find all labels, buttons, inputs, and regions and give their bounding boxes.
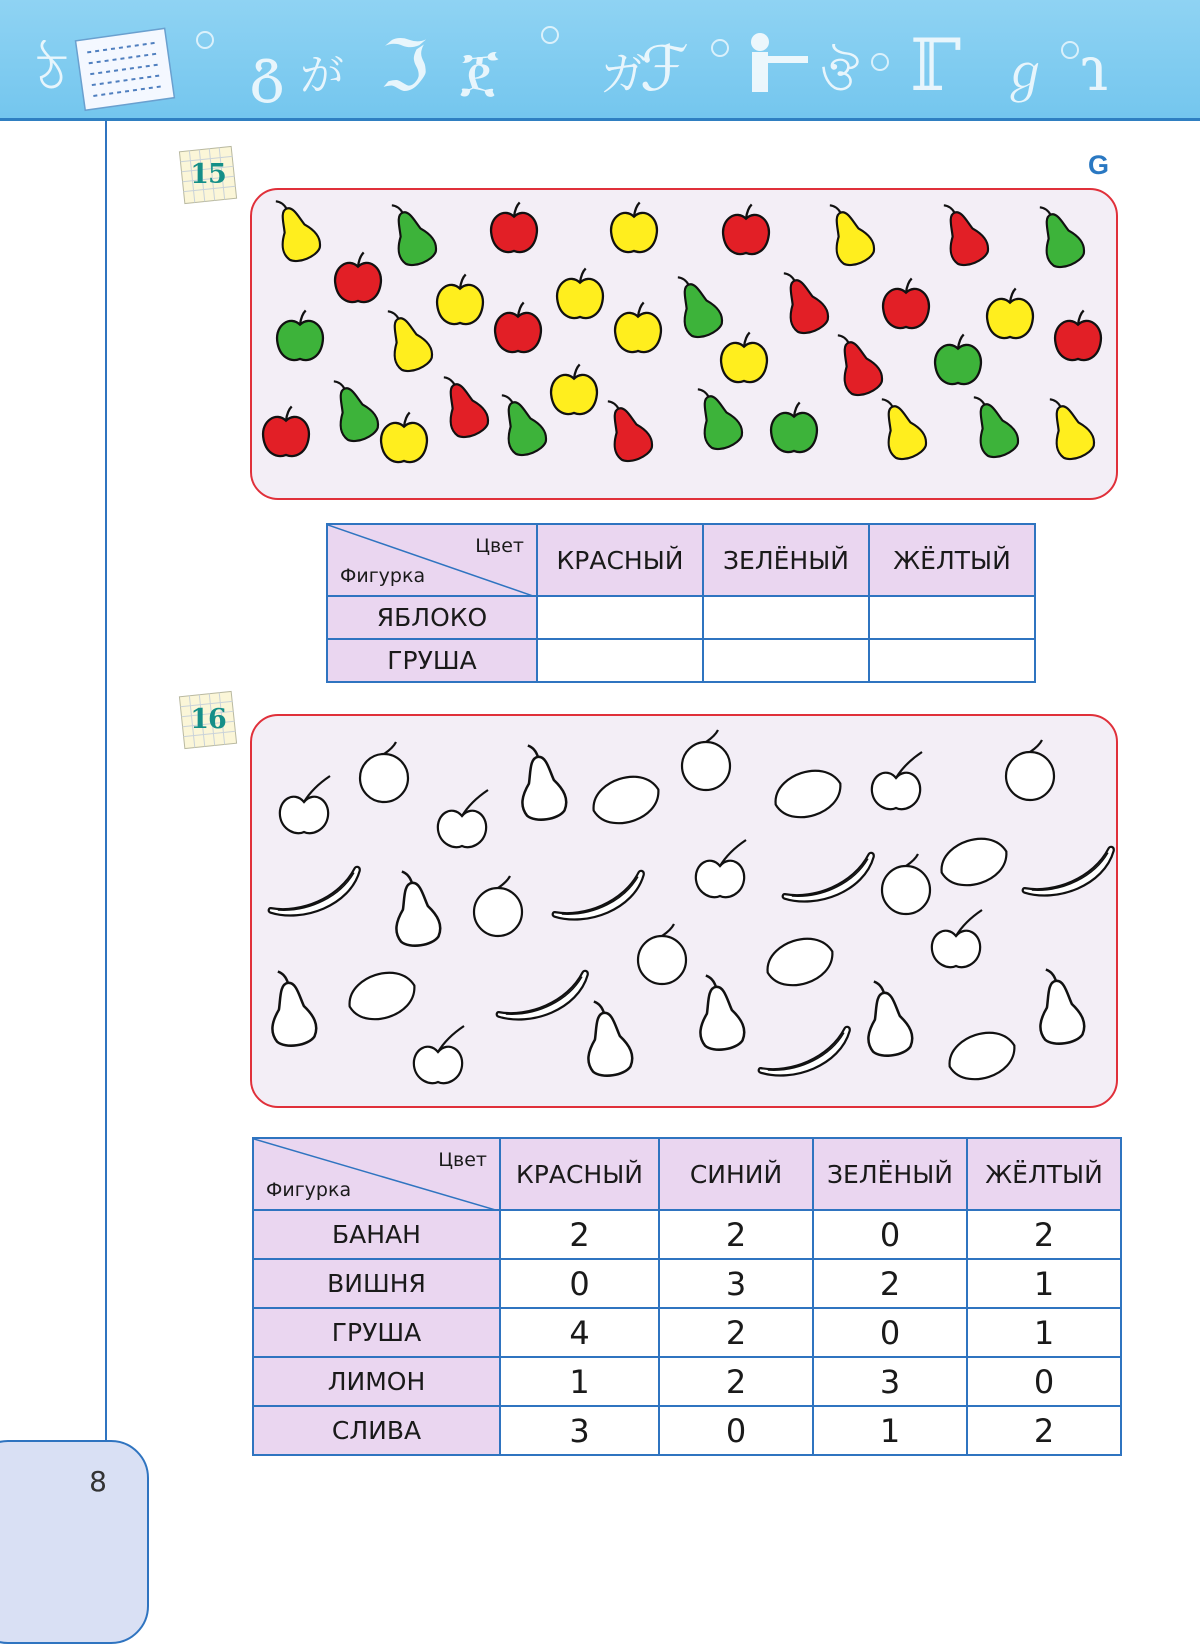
row-header: ГРУША	[253, 1308, 500, 1357]
count-cell: 2	[967, 1406, 1121, 1455]
count-cell: 2	[813, 1259, 967, 1308]
row-header: ГРУША	[327, 639, 537, 682]
corner-label-color: Цвет	[438, 1149, 487, 1171]
recycle-icon	[1062, 42, 1078, 58]
task16-table	[252, 1137, 1122, 1456]
margin-line	[105, 121, 107, 1600]
count-cell: 0	[813, 1210, 967, 1259]
table-row	[253, 1259, 1121, 1308]
table-row	[253, 1357, 1121, 1406]
pear-icon	[860, 977, 914, 1058]
count-cell: 2	[500, 1210, 659, 1259]
banana-icon	[492, 970, 596, 1029]
section-letter: G	[1088, 150, 1110, 180]
column-header: СИНИЙ	[659, 1138, 813, 1210]
banner-glyph: ℊ	[1000, 44, 1050, 102]
page-number: 8	[89, 1465, 107, 1498]
corner-label-color: Цвет	[475, 535, 524, 557]
apple-icon	[263, 406, 309, 456]
task-badge-15	[178, 145, 234, 201]
table-row	[253, 1308, 1121, 1357]
count-cell: 1	[813, 1406, 967, 1455]
plum-icon	[682, 730, 730, 790]
pear-icon	[667, 268, 726, 342]
banner-glyph: が	[300, 50, 344, 101]
column-header: КРАСНЫЙ	[537, 524, 703, 596]
answer-cell[interactable]	[537, 596, 703, 639]
cherry-icon	[438, 790, 488, 847]
cherry-icon	[696, 840, 746, 897]
lemon-icon	[935, 831, 1013, 894]
column-header: ЖЁЛТЫЙ	[967, 1138, 1121, 1210]
apple-icon	[381, 412, 427, 462]
task-badge-16	[178, 690, 234, 746]
lemon-icon	[343, 965, 421, 1028]
count-cell: 2	[659, 1357, 813, 1406]
pear-icon	[491, 386, 550, 460]
apple-icon	[721, 332, 767, 382]
table-corner-cell	[327, 524, 537, 596]
pear-icon	[377, 302, 436, 376]
recycle-icon	[872, 54, 888, 70]
banner-glyph: ঠ	[38, 43, 66, 103]
banana-icon	[754, 1026, 858, 1085]
apple-icon	[557, 268, 603, 318]
apple-icon	[437, 274, 483, 324]
lemon-icon	[943, 1025, 1021, 1088]
count-cell: 0	[659, 1406, 813, 1455]
banana-icon	[548, 870, 652, 929]
pear-icon	[388, 867, 442, 948]
lemon-icon	[587, 769, 665, 832]
answer-cell[interactable]	[703, 639, 869, 682]
outline-fruits-panel	[250, 714, 1118, 1108]
outline-fruits-illustration	[252, 716, 1120, 1110]
page-tab	[0, 1440, 149, 1644]
apple-icon	[495, 302, 541, 352]
count-cell: 3	[813, 1357, 967, 1406]
column-header: КРАСНЫЙ	[500, 1138, 659, 1210]
apple-icon	[987, 288, 1033, 338]
apple-icon	[771, 402, 817, 452]
row-header: ЯБЛОКО	[327, 596, 537, 639]
pear-icon	[1039, 390, 1098, 464]
plum-icon	[360, 742, 408, 802]
apple-icon	[277, 310, 323, 360]
banner-glyph: ℑ	[380, 25, 429, 107]
banner-glyph: ガ	[600, 47, 646, 101]
count-cell: 4	[500, 1308, 659, 1357]
pear-icon	[580, 997, 634, 1078]
banner-glyph: გ	[250, 36, 285, 104]
colored-fruits-illustration	[252, 190, 1120, 502]
apple-icon	[551, 364, 597, 414]
apple-icon	[883, 278, 929, 328]
pear-icon	[323, 372, 382, 446]
table-row	[253, 1210, 1121, 1259]
plum-icon	[1006, 740, 1054, 800]
count-cell: 1	[500, 1357, 659, 1406]
cherry-icon	[280, 776, 330, 833]
apple-icon	[935, 334, 981, 384]
pear-icon	[1029, 198, 1088, 272]
banner-glyph: ɿ	[1080, 32, 1109, 105]
column-header: ЗЕЛЁНЫЙ	[813, 1138, 967, 1210]
pear-icon	[819, 196, 878, 270]
apple-icon	[335, 252, 381, 302]
apple-icon	[723, 204, 769, 254]
count-cell: 2	[659, 1308, 813, 1357]
pear-icon	[827, 326, 886, 400]
corner-label-figure: Фигурка	[266, 1179, 352, 1201]
apple-icon	[611, 202, 657, 252]
count-cell: 3	[500, 1406, 659, 1455]
count-cell: 1	[967, 1259, 1121, 1308]
pear-icon	[433, 368, 492, 442]
column-header: ЖЁЛТЫЙ	[869, 524, 1035, 596]
table-row	[327, 639, 1035, 682]
count-cell: 0	[500, 1259, 659, 1308]
colored-fruits-panel	[250, 188, 1118, 500]
task15-table	[326, 523, 1036, 683]
recycle-icon	[712, 40, 728, 56]
banner-glyph: ℾ	[910, 23, 962, 107]
pear-icon	[514, 741, 568, 822]
row-header: БАНАН	[253, 1210, 500, 1259]
count-cell: 0	[813, 1308, 967, 1357]
count-cell: 2	[967, 1210, 1121, 1259]
count-cell: 3	[659, 1259, 813, 1308]
row-header: ВИШНЯ	[253, 1259, 500, 1308]
lemon-icon	[769, 763, 847, 826]
banner-glyph: ℱ	[640, 32, 689, 105]
count-cell: 2	[659, 1210, 813, 1259]
column-header: ЗЕЛЁНЫЙ	[703, 524, 869, 596]
table-row	[327, 596, 1035, 639]
banana-icon	[264, 866, 368, 925]
task-number: 16	[190, 704, 226, 735]
count-cell: 0	[967, 1357, 1121, 1406]
corner-label-figure: Фигурка	[340, 565, 426, 587]
person-icon	[751, 33, 808, 92]
pear-icon	[692, 971, 746, 1052]
cherry-icon	[414, 1026, 464, 1083]
pear-icon	[871, 390, 930, 464]
answer-cell[interactable]	[869, 596, 1035, 639]
answer-cell[interactable]	[703, 596, 869, 639]
banana-icon	[778, 852, 882, 911]
pear-icon	[1032, 965, 1086, 1046]
pear-icon	[381, 196, 440, 270]
apple-icon	[615, 302, 661, 352]
banana-icon	[1018, 846, 1120, 905]
pear-icon	[933, 196, 992, 270]
banner-glyph: ঔ	[820, 46, 860, 102]
recycle-icon	[542, 27, 558, 43]
task-number: 15	[190, 159, 226, 190]
pear-icon	[597, 392, 656, 466]
banner-glyph: ጀ	[460, 36, 499, 104]
pear-icon	[264, 967, 318, 1048]
pear-icon	[687, 380, 746, 454]
plum-icon	[882, 854, 930, 914]
apple-icon	[1055, 310, 1101, 360]
notebook-sheet-icon	[76, 28, 175, 110]
cherry-icon	[932, 910, 982, 967]
header-banner	[0, 0, 1200, 121]
decorative-glyphs	[0, 0, 1200, 118]
cherry-icon	[872, 752, 922, 809]
plum-icon	[638, 924, 686, 984]
answer-cell[interactable]	[537, 639, 703, 682]
pear-icon	[963, 388, 1022, 462]
row-header: ЛИМОН	[253, 1357, 500, 1406]
recycle-icon	[197, 32, 213, 48]
row-header: СЛИВА	[253, 1406, 500, 1455]
table-corner-cell	[253, 1138, 500, 1210]
apple-icon	[491, 202, 537, 252]
pear-icon	[265, 192, 324, 266]
lemon-icon	[761, 931, 839, 994]
answer-cell[interactable]	[869, 639, 1035, 682]
plum-icon	[474, 876, 522, 936]
table-row	[253, 1406, 1121, 1455]
count-cell: 1	[967, 1308, 1121, 1357]
pear-icon	[773, 264, 832, 338]
